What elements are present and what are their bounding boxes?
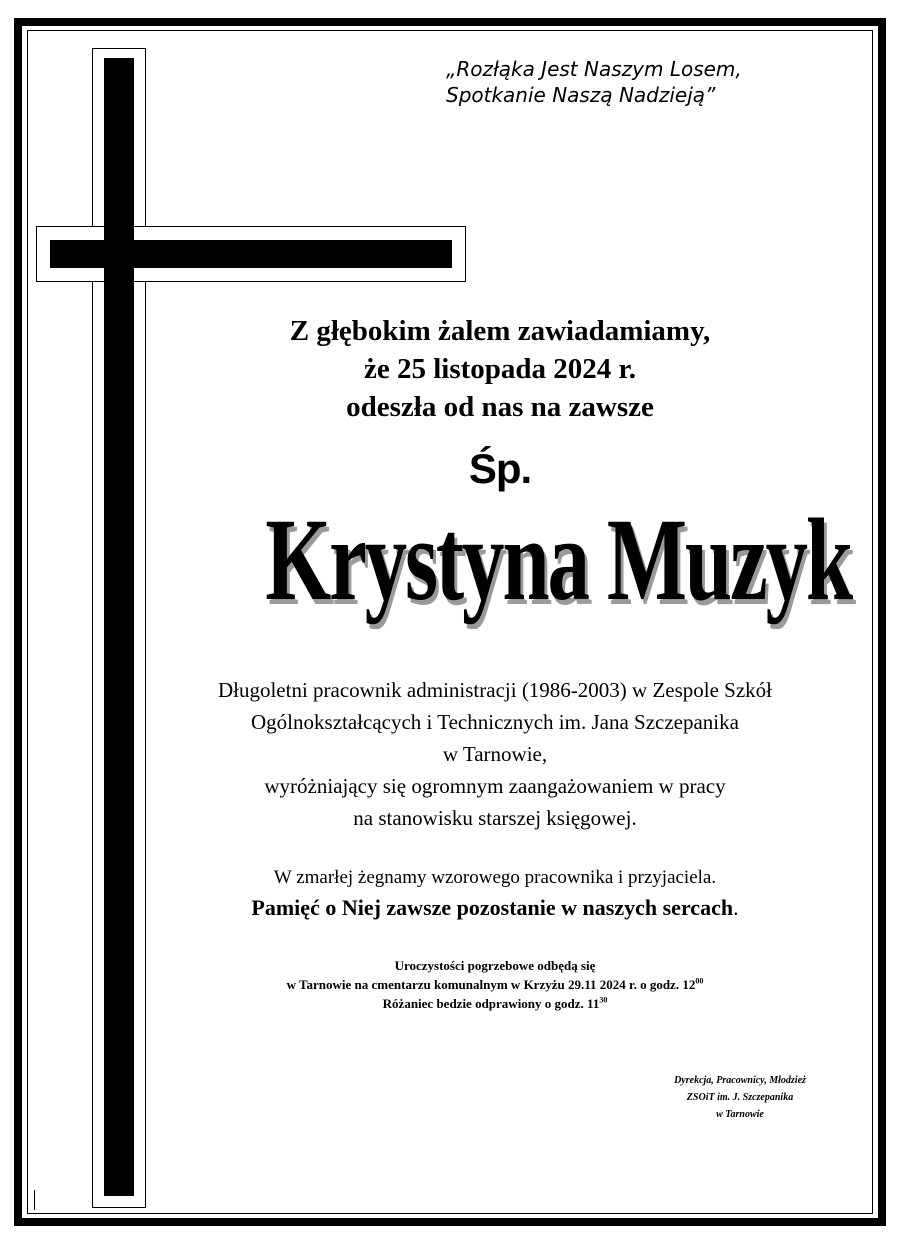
farewell-text: W zmarłej żegnamy wzorowego pracownika i przyjaciela. [273,867,717,888]
funeral-line-2-text: w Tarnowie na cmentarzu komunalnym w Krzyżu 29.11 2024 r. o godz. 12 [286,977,696,992]
funeral-time-1-minutes: 00 [695,976,704,986]
text-cursor-mark [34,1190,35,1210]
motto-line-1: „Rozłąka Jest Naszym Losem, [446,57,742,81]
funeral-line-3 [150,994,840,1013]
cross-icon-vertical-beam [104,58,134,1196]
funeral-info [150,956,840,1013]
motto-line-2: Spotkanie Naszą Nadzieją” [446,83,716,107]
funeral-line-1: Uroczystości pogrzebowe odbędą się [394,958,596,973]
description-line-4: wyróżniający się ogromnym zaangażowaniem w pracy [264,774,726,798]
motto-quote [446,56,866,108]
signature-line-3: w Tarnowie [716,1109,764,1120]
description-line-3: w Tarnowie, [442,742,548,766]
description-line-1: Długoletni pracownik administracji (1986-2003) w Zespole Szkół [217,678,773,702]
memory-end: . [733,895,739,920]
deceased-description [150,674,840,834]
memory-text [150,893,840,923]
funeral-line-2 [150,975,840,994]
description-line-5: na stanowisku starszej księgowej. [353,806,637,830]
announcement-line-1: Z głębokim żalem zawiadamiamy, [289,315,711,347]
funeral-line-3-text: Różaniec bedzie odprawiony o godz. 11 [382,996,600,1011]
announcement [170,312,830,426]
announcement-line-3: odeszła od nas na zawsze [346,391,654,423]
signature-line-2: ZSOiT im. J. Szczepanika [686,1092,794,1103]
funeral-time-2-minutes: 30 [599,995,608,1005]
description-line-2: Ogólnokształcących i Technicznych im. Jana Szczepanika [251,710,739,734]
cross-icon-horizontal-beam [50,240,452,268]
signature [620,1072,860,1123]
announcement-line-2: że 25 listopada 2024 r. [363,353,637,385]
deceased-prefix: Śp. [468,445,532,492]
signature-line-1: Dyrekcja, Pracownicy, Młodzież [674,1075,806,1086]
memory-bold-text: Pamięć o Niej zawsze pozostanie w naszych sercach [251,895,734,920]
deceased-name: Krystyna Muzyk [265,494,851,625]
